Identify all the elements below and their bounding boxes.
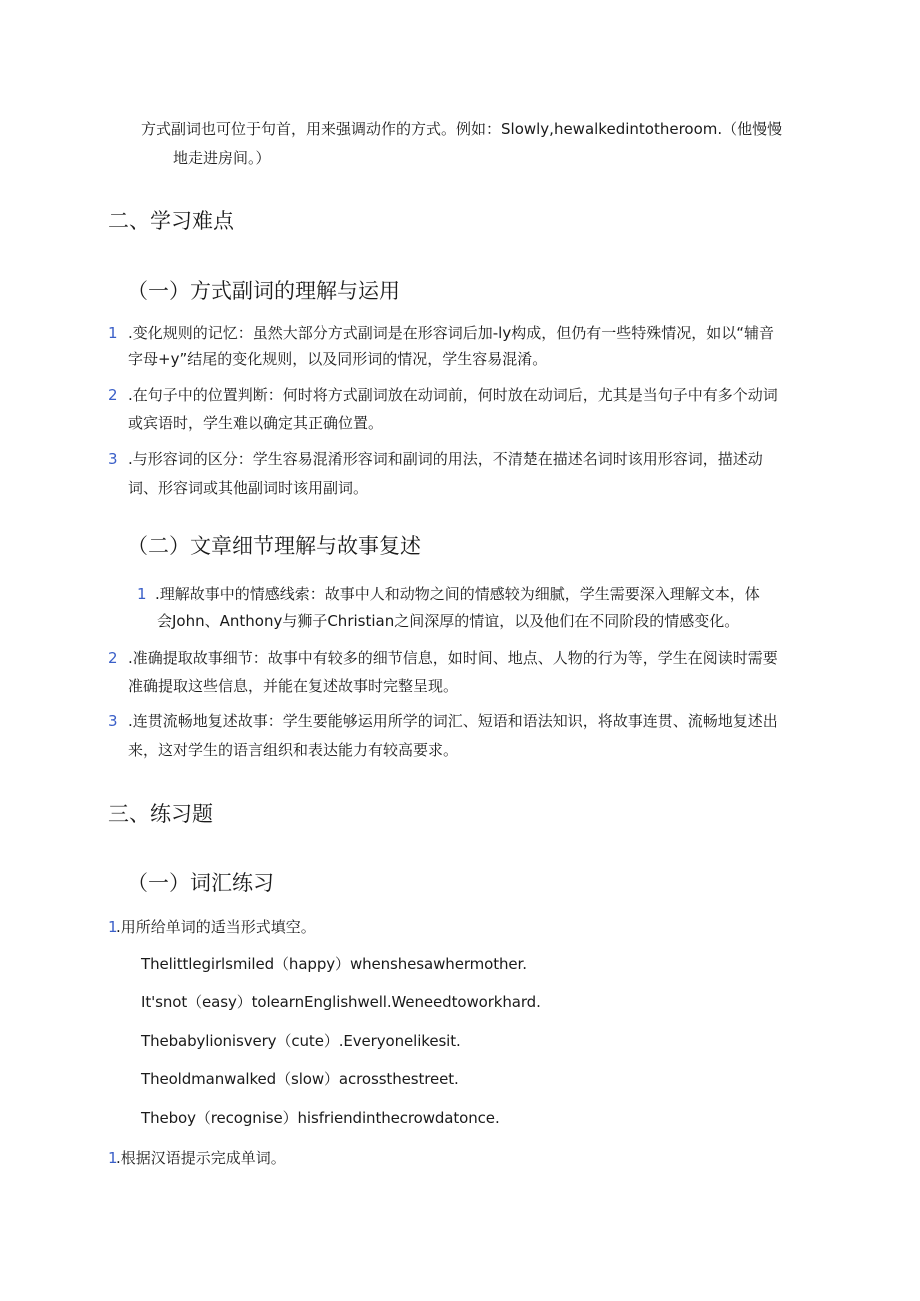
intro-line-2: 地走进房间。）: [173, 149, 271, 167]
task-number: 1: [108, 1149, 118, 1167]
section-2-title: 二、学习难点: [108, 209, 234, 233]
list-item-line-1: .准确提取故事细节：故事中有较多的细节信息，如时间、地点、人物的行为等，学生在阅读时需要: [128, 649, 778, 667]
list-item-line-1: .在句子中的位置判断：何时将方式副词放在动词前，何时放在动词后，尤其是当句子中有多个动词: [128, 386, 778, 404]
task-instruction: .用所给单词的适当形式填空。: [116, 918, 316, 936]
list-item-line-1: .连贯流畅地复述故事：学生要能够运用所学的词汇、短语和语法知识，将故事连贯、流畅地复述出: [128, 712, 778, 730]
intro-line-1: 方式副词也可位于句首，用来强调动作的方式。例如：Slowly,hewalkedintotheroom.（他慢慢: [141, 120, 783, 138]
list-item-number: 3: [108, 712, 118, 730]
list-item-line-1: .与形容词的区分：学生容易混淆形容词和副词的用法，不清楚在描述名词时该用形容词，描述动: [128, 450, 763, 468]
list-item-line-1: .理解故事中的情感线索：故事中人和动物之间的情感较为细腻，学生需要深入理解文本，体: [155, 585, 760, 603]
exercise-sentence: Theoldmanwalked（slow）acrossthestreet.: [141, 1070, 459, 1088]
task-number: 1: [108, 918, 118, 936]
list-item-number: 3: [108, 450, 118, 468]
exercise-sentence: It'snot（easy）tolearnEnglishwell.Weneedtoworkhard.: [141, 993, 541, 1011]
section-3-sub-1-title: （一）词汇练习: [127, 871, 274, 895]
list-item-line-2: 字母+y”结尾的变化规则，以及同形词的情况，学生容易混淆。: [128, 350, 548, 368]
section-2-sub-1-title: （一）方式副词的理解与运用: [127, 279, 400, 303]
list-item-line-2: 准确提取这些信息，并能在复述故事时完整呈现。: [128, 677, 459, 695]
list-item-line-2: 或宾语时，学生难以确定其正确位置。: [128, 414, 384, 432]
list-item-number: 2: [108, 386, 118, 404]
task-instruction: .根据汉语提示完成单词。: [116, 1149, 286, 1167]
list-item-number: 1: [108, 324, 118, 342]
exercise-sentence: Theboy（recognise）hisfriendinthecrowdatonce.: [141, 1109, 500, 1127]
exercise-sentence: Thebabylionisvery（cute）.Everyonelikesit.: [141, 1032, 461, 1050]
list-item-line-1: .变化规则的记忆：虽然大部分方式副词是在形容词后加-ly构成，但仍有一些特殊情况，如以“辅音: [128, 324, 775, 342]
list-item-line-2: 来，这对学生的语言组织和表达能力有较高要求。: [128, 741, 459, 759]
list-item-line-2: 会John、Anthony与狮子Christian之间深厚的情谊，以及他们在不同阶段的情感变化。: [157, 612, 740, 630]
section-3-title: 三、练习题: [108, 802, 213, 826]
list-item-line-2: 词、形容词或其他副词时该用副词。: [128, 479, 369, 497]
list-item-number: 2: [108, 649, 118, 667]
exercise-sentence: Thelittlegirlsmiled（happy）whenshesawhermother.: [141, 955, 527, 973]
list-item-number: 1: [137, 585, 147, 603]
section-2-sub-2-title: （二）文章细节理解与故事复述: [127, 534, 421, 558]
